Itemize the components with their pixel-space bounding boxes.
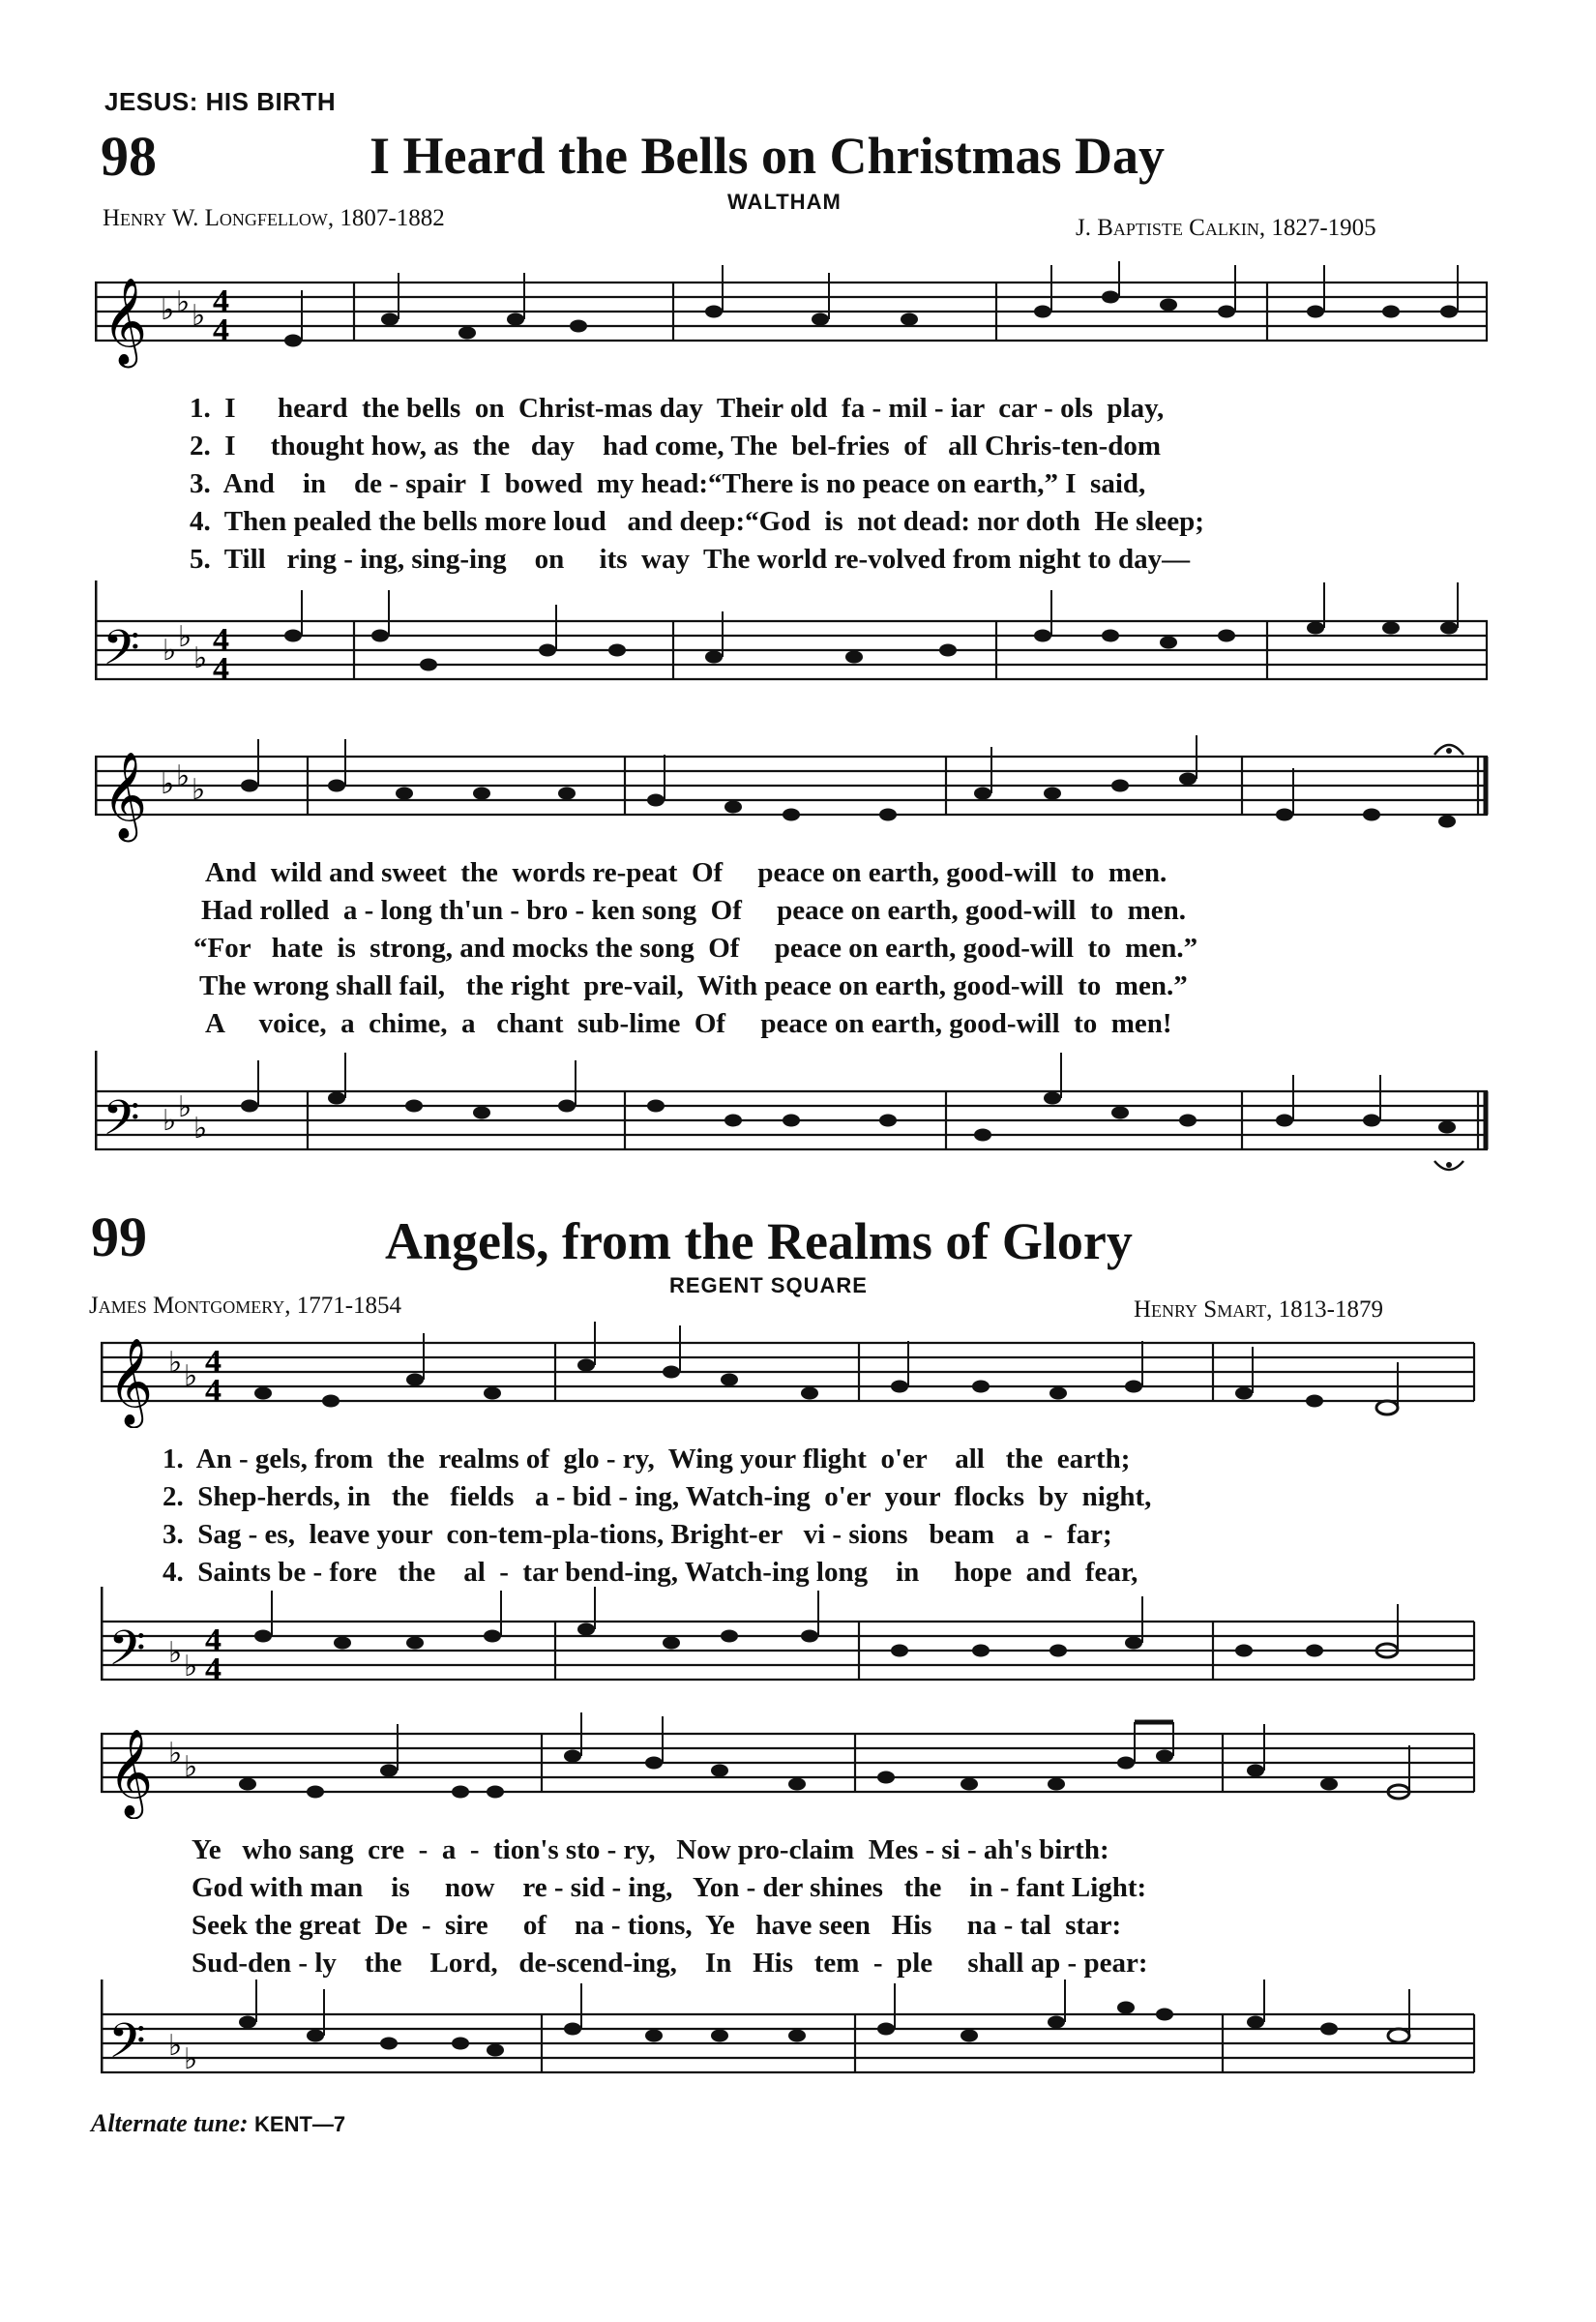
svg-text:♭: ♭ (176, 759, 191, 793)
svg-text:4: 4 (213, 622, 229, 658)
svg-text:♭: ♭ (184, 1750, 198, 1784)
lyric-line: Sud-den - ly the Lord, de-scend-ing, In His tem - ple shall ap - pear: (192, 1948, 1148, 1979)
treble-staff (95, 735, 1507, 851)
svg-text:4: 4 (213, 651, 229, 687)
svg-text:♭: ♭ (163, 634, 177, 668)
author-credit: James Montgomery, 1771-1854 (89, 1293, 402, 1319)
bass-staff (95, 580, 1507, 697)
lyric-line: Had rolled a - long th'un - bro - ken song Of peace on earth, good-will to men. (201, 895, 1187, 926)
svg-text:♭: ♭ (178, 620, 192, 654)
hymn-number: 98 (101, 125, 157, 188)
hymn-number: 99 (91, 1206, 147, 1268)
bass-staff (95, 1051, 1507, 1176)
tune-name: WALTHAM (727, 190, 842, 214)
treble-staff (101, 1712, 1493, 1819)
svg-text:𝄢: 𝄢 (103, 1090, 140, 1158)
treble-staff (95, 261, 1507, 377)
lyric-line: 2. I thought how, as the day had come, The bel-fries of all Chris-ten-dom (190, 431, 1162, 461)
svg-text:♭: ♭ (168, 1737, 183, 1771)
svg-text:♭: ♭ (163, 1104, 177, 1138)
svg-text:4: 4 (213, 313, 229, 348)
svg-text:♭: ♭ (192, 299, 206, 333)
section-heading: JESUS: HIS BIRTH (104, 87, 337, 116)
treble-staff (101, 1322, 1493, 1428)
lyric-line: 3. And in de - spair I bowed my head:“There is no peace on earth,” I said, (190, 468, 1146, 499)
svg-text:4: 4 (213, 283, 229, 319)
svg-text:𝄢: 𝄢 (108, 2013, 146, 2081)
svg-text:𝄞: 𝄞 (108, 1729, 154, 1816)
alternate-tune-name: KENT—7 (254, 2112, 346, 2136)
tune-name: REGENT SQUARE (669, 1273, 868, 1297)
hymn-title: Angels, from the Realms of Glory (385, 1212, 1133, 1270)
lyric-line: 2. Shep-herds, in the fields a - bid - ing, Watch-ing o'er your flocks by night, (163, 1481, 1152, 1512)
svg-text:𝄢: 𝄢 (108, 1621, 146, 1688)
svg-text:4: 4 (205, 1652, 222, 1687)
lyric-line: God with man is now re - sid - ing, Yon - der shines the in - fant Light: (192, 1872, 1147, 1903)
svg-text:♭: ♭ (161, 293, 175, 327)
svg-text:𝄞: 𝄞 (103, 278, 148, 365)
svg-text:♭: ♭ (161, 767, 175, 801)
alternate-tune-label: Alternate tune: (91, 2109, 249, 2137)
svg-text:4: 4 (205, 1344, 222, 1380)
lyric-line: 1. I heard the bells on Christ-mas day Their old fa - mil - iar car - ols play, (190, 393, 1165, 424)
alternate-tune-note (91, 2109, 345, 2138)
svg-text:4: 4 (205, 1622, 222, 1658)
svg-text:♭: ♭ (192, 773, 206, 807)
author-credit: Henry W. Longfellow, 1807-1882 (103, 205, 445, 231)
lyric-line: “For hate is strong, and mocks the song Of peace on earth, good-will to men.” (193, 933, 1198, 964)
lyric-line: And wild and sweet the words re-peat Of peace on earth, good-will to men. (205, 857, 1167, 888)
lyric-line: The wrong shall fail, the right pre-vail, With peace on earth, good-will to men.” (199, 970, 1188, 1001)
svg-text:♭: ♭ (168, 2029, 183, 2063)
svg-text:♭: ♭ (176, 285, 191, 319)
svg-text:♭: ♭ (184, 1650, 198, 1683)
svg-text:♭: ♭ (184, 1359, 198, 1393)
lyric-line: 4. Saints be - fore the al - tar bend-ing, Watch-ing long in hope and fear, (163, 1557, 1138, 1588)
svg-text:𝄞: 𝄞 (103, 752, 148, 839)
lyric-line: 3. Sag - es, leave your con-tem-pla-tions, Bright-er vi - sions beam a - far; (163, 1519, 1112, 1550)
svg-text:𝄞: 𝄞 (108, 1338, 154, 1425)
lyric-line: Seek the great De - sire of na - tions, Ye have seen His na - tal star: (192, 1910, 1122, 1941)
svg-text:♭: ♭ (193, 641, 208, 675)
svg-text:♭: ♭ (168, 1346, 183, 1380)
lyric-line: 5. Till ring - ing, sing-ing on its way The world re-volved from night to day— (190, 544, 1191, 575)
lyric-line: 4. Then pealed the bells more loud and deep:“God is not dead: nor doth He sleep; (190, 506, 1204, 537)
lyric-line: 1. An - gels, from the realms of glo - ry, Wing your flight o'er all the earth; (163, 1444, 1131, 1474)
svg-text:♭: ♭ (193, 1112, 208, 1146)
bass-staff (101, 1587, 1493, 1703)
svg-text:♭: ♭ (168, 1636, 183, 1670)
svg-text:4: 4 (205, 1373, 222, 1409)
svg-text:𝄢: 𝄢 (103, 620, 140, 688)
hymn-title: I Heard the Bells on Christmas Day (369, 127, 1165, 185)
composer-credit: J. Baptiste Calkin, 1827-1905 (1076, 215, 1376, 241)
svg-text:♭: ♭ (178, 1090, 192, 1124)
lyric-line: Ye who sang cre - a - tion's sto - ry, Now pro-claim Mes - si - ah's birth: (192, 1834, 1109, 1865)
composer-credit: Henry Smart, 1813-1879 (1134, 1296, 1383, 1323)
lyric-line: A voice, a chime, a chant sub-lime Of peace on earth, good-will to men! (205, 1008, 1172, 1039)
svg-text:♭: ♭ (184, 2042, 198, 2076)
bass-staff (101, 1980, 1493, 2105)
